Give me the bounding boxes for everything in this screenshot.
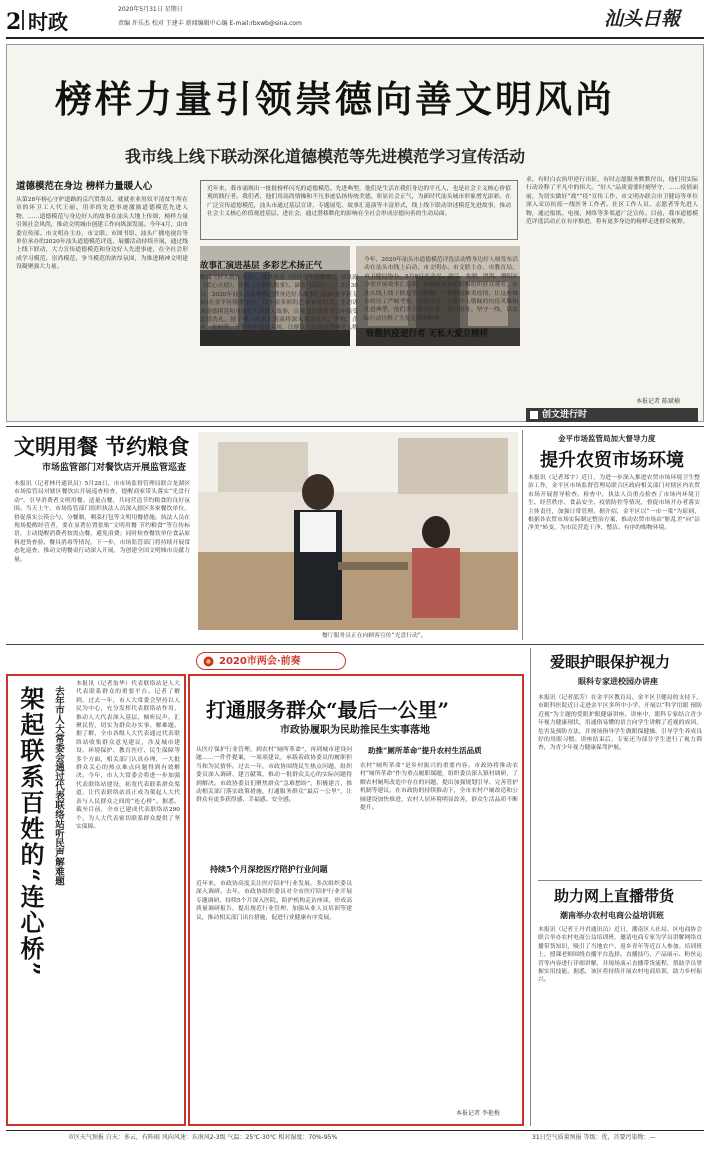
- livestream-subhead: 潮南举办农村电商公益培训班: [560, 911, 664, 920]
- column-tag-label: 创文进行时: [542, 410, 588, 420]
- dining-body: 本报讯（记者林丹通讯员）5月28日，市市场监督管理局联合龙湖区市场监管局对辖区餐饮店开展巡查检查，提醒商家带头落实“光盘行动”，引导消费者文明用餐、适量点餐，共同营造节约粮食的良好氛围。当天上午，市场监管部门组织执法人员深入辖区多家餐饮单位，督促落实公筷公勺、分餐制、剩菜打包等文明用餐措施。执法人员在现场提醒经营者，要在显著位置张贴“文明用餐 节约粮食”等宣传标语，主动提醒消费者按需点餐、避免浪费；同时检查餐饮单位食品原料进货查验、餐具消毒等情况。下一步，市场监管部门将持续开展常态化巡查，推动文明餐桌行动深入开展，为创建全国文明城市贡献力量。: [14, 481, 190, 563]
- rule-under-dining: [6, 644, 704, 645]
- dining-subhead: 市场监管部门对餐饮店开展监管巡查: [42, 463, 187, 473]
- two-sessions-center-headline: 打通服务群众“最后一公里”: [206, 698, 450, 722]
- weather-forecast: 市区天气预报 白天：多云，有阵雨 风向风速：东南风2-3级 气温：25℃-30℃ 相对湿度：70%-95%: [68, 1134, 338, 1141]
- lead-left-title: 道德模范在身边 榜样力量暖人心: [16, 181, 153, 192]
- left-headline-vertical: 架起联系百姓的“连心桥”: [16, 686, 45, 978]
- two-sessions-banner: [196, 652, 346, 670]
- two-sessions-mid-body: 近年来，市政协高度关注医疗陪护行业发展，多次组织委员深入调研。去年，市政协组织委员对全市医疗陪护行业开展专题调研，持续5个月深入医院、陪护机构走访座谈，形成高质量调研报告，提出规范行业管理、加强从业人员培训等建议，推动相关部门出台措施，促进行业健康有序发展。: [196, 881, 352, 921]
- lead-mid-body: 歌曲《好人就在身边》、歌舞表演《佳佳是个好路警》、情景剧《爱心天使》、快板《小桥头故事》、谚语《苗苗》……5月30日，2020年汕头市道德模范暨身边好人故事汇巡演(金平区专场)在金平区隆重举行，以丰富多彩的艺术表现形式，生动讲述道德模范和身边好人的感人故事，让观众在欣赏节目中接受道德洗礼。据了解，故事汇巡演将深入基层社区、学校、企业、农村等，计划全年巡演多场，让群众近距离感受模范人物的精神力量。: [200, 275, 358, 340]
- two-sessions-right-body: 农村“厕所革命”是乡村振兴的重要内容。市政协将推动农村“厕所革命”作为重点履职课题，组织委员深入镇村调研，了解农村厕所改造中存在的问题，提出加强规划引导、完善管护机制等建议。在市政协的持续推动下，全市农村户厕改造和公厕建设加快推进，农村人居环境明显改善，群众生活品质不断提升。: [360, 763, 518, 812]
- dining-photo: [198, 432, 518, 630]
- market-body: 本报讯（记者郑宇）近日，为进一步深入推进农贸市场环境卫生整治工作，金平区市场监督管理局联合区政府相关部门对辖区内农贸市场开展督导检查。检查中，执法人员重点检查了市场内环境卫生、经营秩序、食品安全、疫情防控等情况，督促市场开办者落实主体责任，加强日常管理。据介绍，金平区以“一市一策”为原则，根据各农贸市场实际制定整治方案，推动农贸市场由“脏乱差”向“洁净美”转变，为市民营造干净、整洁、有序的购物环境。: [528, 475, 700, 532]
- staff-line: 责编 许乐杰 校对 王建丰 新闻编辑中心编 E-mail:rbxwb@sina.com: [118, 20, 302, 27]
- lead-right-col1-body: 今年，2020年汕头市道德模范评选活动暨身边好人榜发布活动在汕头市线上启动，市文明办、市文联主办、市教育局、市卫健局协办。5月8日在金平、濠江、龙湖、澄海、潮阳区分别开展故事汇巡演，由各区各单位积极组织群众观看，在汕头线上线下掀起学习热潮。一场新冠肺炎疫情，让这座城市经历了严峻考验，也涌现出一大批令人敬佩的抗疫英雄和先进典型，他们舍小家为大家、逆行出征、坚守一线，以实际行动诠释了大爱无疆的精神。: [364, 257, 518, 322]
- livestream-body: 本报讯（记者王丹君通讯员）近日，潮南区人社局、区电商协会联合举办农村电商公益培训班，邀请电商专家为学员讲解网络直播带货知识，吸引了当地农户、返乡青年等近百人参加。培训班上，授课老师围绕直播平台选择、直播技巧、产品展示、粉丝运营等内容进行详细讲解，并现场演示直播带货流程，帮助学员掌握实用技能。据悉，该区将持续开展农村电商培训，助力乡村振兴。: [538, 927, 702, 984]
- issue-date: 2020年5月31日 星期日: [118, 6, 183, 13]
- page-number-divider: [22, 10, 24, 30]
- lead-left-body: 从第28年榜心守护道路的京汽贸墨员、就就业业用奴平清贫牛所在章的环卫工人代王丽、用率的先进事迹激励道德模范先进人物，……道德模范与身边好人的故事在汕头大地上传颂，榜样力量引领社会风尚，推动文明城市创建工作向纵深发展。今年4月，由市委宣传部、市文明办主办，市文联、市图书馆、汕头广播电视台等单位承办的2020年汕头道德模范评选、展播活动持续开展，通过线上线下联动，大力宣传道德模范和身边好人先进事迹，在全社会形成学习模范、崇尚模范、争当模范的浓厚氛围，为推进精神文明建设凝聚强大力量。: [16, 197, 188, 271]
- two-sessions-center-body: 从医疗保护行业管理，到农村“厕所革命”，再到城市建设问题……一件件提案，一项项建议，承载着政协委员的履职担当和为民情怀。过去一年，市政协围绕民生热点问题，组织委员深入调研、建言献策，推动一批群众关心的实际问题得到解决。市政协委员们聚焦群众“急难愁盼”，积极建言，推动相关部门落实政策措施，打通服务群众“最后一公里”，让群众有更多获得感、幸福感、安全感。: [196, 747, 352, 804]
- rule-eye-livestream: [538, 880, 702, 881]
- market-headline: 提升农贸市场环境: [540, 450, 684, 471]
- eye-body: 本报讯（记者邵芳）在金平区教育局、金平区卫健局的支持下，市眼科医院近日走进金平区多所中小学，开展以“科学用眼 预防近视”为主题的爱眼护眼健康讲座。讲座中，眼科专家结合青少年视力健康现状，用通俗易懂的语言向学生讲解了近视的成因、危害及预防方法，并现场指导学生做眼保健操，引导学生养成良好的用眼习惯。讲座结束后，专家还为部分学生进行了视力筛查，为青少年视力健康保驾护航。: [538, 695, 702, 752]
- lead-intro-box: [200, 180, 518, 240]
- two-sessions-right-title: 助推“厕所革命”提升农村生活品质: [368, 746, 482, 755]
- market-kicker: 金平市场监管局加大督导力度: [558, 434, 656, 443]
- two-sessions-center-subhead: 市政协履职为民助推民生实事落地: [280, 725, 430, 736]
- eye-subhead: 眼科专家进校园办讲座: [578, 677, 658, 686]
- left-kicker-vertical: 去年市人大常委会通过代表联络站听民声解难题: [53, 686, 64, 886]
- livestream-headline: 助力网上直播带货: [554, 887, 675, 905]
- dining-photo-image: [198, 432, 518, 630]
- column-tag-bar: [526, 408, 698, 422]
- lead-right-col2-body: 求，有时白衣执甲逆行出征，有时志愿服务默默付出，他们用实际行动诠释了平凡中的伟大。“好人”品质需要时刻坚守，……疫情面前，为切实做好“战”“疫”宣传工作，市文明办联合市卫健局等单位深入采访抗疫一线医务工作者、社区工作人员、志愿者等先进人物，通过报纸、电视、网络等多渠道广泛宣传。目前，我市道德模范评选活动正在有序推进，将有更多身边的榜样走进群众视野。: [526, 177, 698, 226]
- column-tag-icon: [530, 411, 538, 419]
- two-sessions-left-kicker: [52, 686, 68, 1006]
- lead-right-col1-title: 致敬抗疫逆行者 无私大爱立榜样: [366, 329, 488, 339]
- footer-rule: [6, 1130, 704, 1131]
- masthead-rule-thick: [6, 37, 704, 39]
- emblem-icon: [203, 656, 214, 667]
- lead-subhead: 我市线上线下联动深化道德模范等先进模范学习宣传活动: [125, 147, 526, 166]
- lead-byline: 本报记者 陈斌楠: [636, 398, 680, 405]
- dining-headline: 文明用餐 节约粮食: [14, 434, 190, 459]
- two-sessions-byline: 本报记者 李艳梅: [456, 1110, 500, 1117]
- masthead: [0, 0, 708, 40]
- lead-story-mid-title: 故事汇演进基层 多彩艺术扬正气: [200, 261, 322, 271]
- two-sessions-left-headline: [16, 686, 46, 1026]
- rule-under-lead: [6, 426, 704, 427]
- rule-vert-dining: [522, 430, 523, 640]
- two-sessions-banner-label: 2020市两会·前奏: [219, 656, 301, 667]
- page-number: 2: [6, 9, 22, 35]
- two-sessions-left-body: 本报讯（记者翁华）代表联络站是人大代表联系群众的重要平台。记者了解到，过去一年，市人大常委会坚持以人民为中心，充分发挥代表联络站作用，推动人大代表深入基层、倾听民声、汇聚民智，切实为群众办实事、解难题。据了解，全市各级人大代表通过代表联络站收集群众意见建议，涉及城市建设、环境保护、教育医疗、民生保障等多个方面，相关部门认真办理，一大批群众关心的热点难点问题得到有效解决。今年，市人大常委会将进一步加强代表联络站建设，拓宽代表联系群众渠道，让代表联络站真正成为架起人大代表与人民群众之间的“连心桥”。据悉，截至目前，全市已建成代表联络站290个，为人大代表密切联系群众提供了坚实保障。: [76, 681, 180, 830]
- rule-vert-sessions: [530, 648, 531, 1126]
- dining-photo-caption: 餐厅服务员正在向顾客宣传“光盘行动”。: [322, 633, 427, 639]
- section-name: 时政: [28, 10, 68, 34]
- newspaper-logo: 汕头日報: [604, 8, 681, 30]
- two-sessions-mid-title: 持续5个月深挖医疗陪护行业问题: [210, 864, 328, 874]
- air-quality-forecast: 31日空气质量预报 等级：优，首要污染物：—: [532, 1134, 656, 1141]
- eye-headline: 爱眼护眼保护视力: [550, 653, 671, 671]
- lead-headline: 榜样力量引领崇德向善文明风尚: [55, 77, 615, 121]
- lead-intro-text: 近年来，我市涌现出一批批榜样闪光的道德模范、先进典型，他们是生活在我们身边的平凡人，也是社会主义核心价值观的践行者。我们者，他们用高尚情操和不凡事迹弘扬传统美德，彰显社会正气，为新时代汕头城市形象增光添彩。在广泛宣传道德模范，汕头市通过基层宣讲、专题展览、故事汇巡演等丰富形式，线上线下联动讲述模范先进故事，推动社会主义核心价值观进基层、进社会，通过潜移默化的影响在全社会形成崇德向善的生动局面。: [207, 186, 511, 218]
